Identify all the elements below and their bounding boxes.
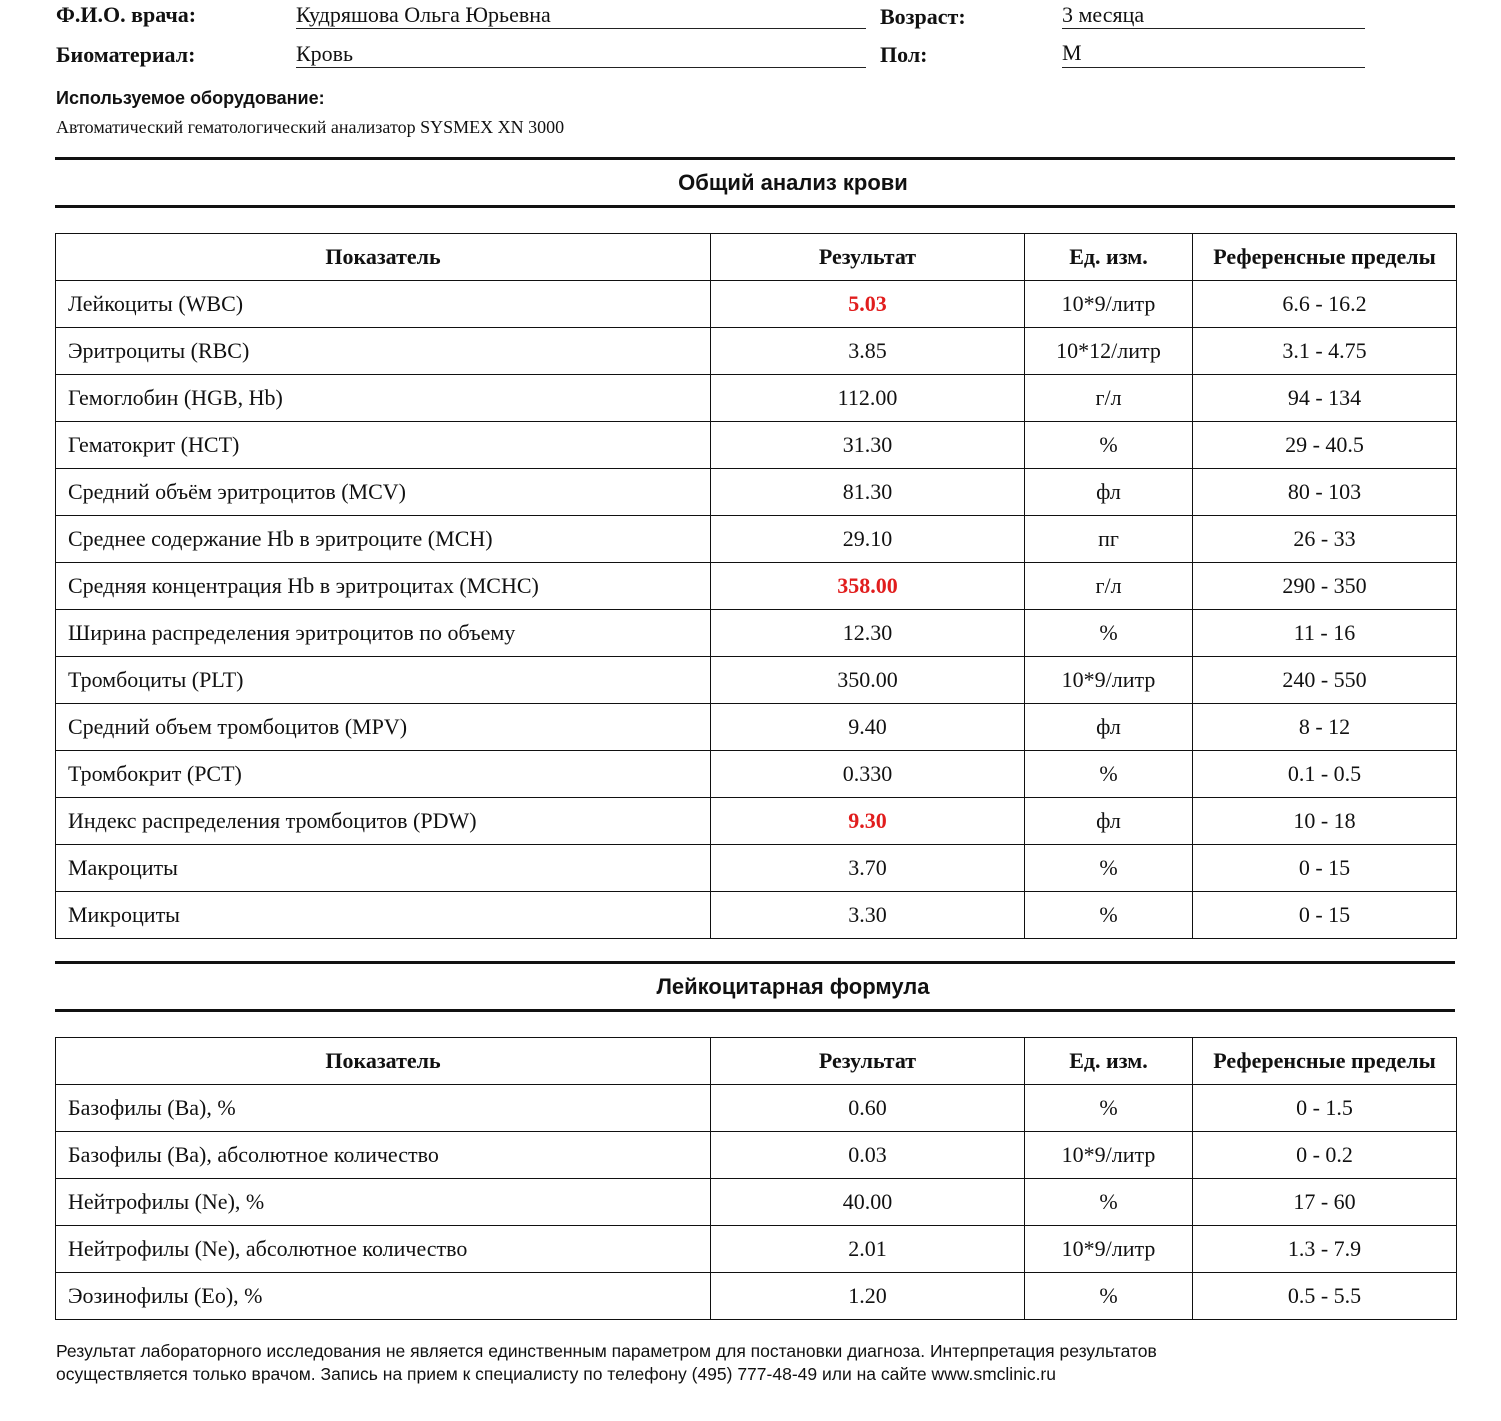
indicator-name: Тромбоциты (PLT) [56, 657, 711, 704]
reference-range: 11 - 16 [1193, 610, 1457, 657]
result-value: 0.330 [711, 751, 1025, 798]
sex-value: М [1062, 40, 1082, 65]
indicator-name: Нейтрофилы (Ne), абсолютное количество [56, 1226, 711, 1273]
result-value: 9.30 [711, 798, 1025, 845]
reference-range: 26 - 33 [1193, 516, 1457, 563]
reference-range: 3.1 - 4.75 [1193, 328, 1457, 375]
doctor-underline [296, 28, 866, 29]
result-value: 3.85 [711, 328, 1025, 375]
unit-value: 10*9/литр [1025, 1132, 1193, 1179]
indicator-name: Микроциты [56, 892, 711, 939]
unit-value: % [1025, 892, 1193, 939]
biomaterial-underline [296, 67, 866, 68]
table-row [56, 1179, 1457, 1226]
column-header-unit: Ед. изм. [1025, 1038, 1193, 1085]
age-underline [1062, 28, 1365, 29]
table-row [56, 328, 1457, 375]
cbc-title: Общий анализ крови [678, 170, 908, 195]
result-value: 31.30 [711, 422, 1025, 469]
indicator-name: Макроциты [56, 845, 711, 892]
reference-range: 1.3 - 7.9 [1193, 1226, 1457, 1273]
result-value: 358.00 [711, 563, 1025, 610]
reference-range: 0 - 15 [1193, 845, 1457, 892]
diff-rule-bottom [55, 1009, 1455, 1012]
result-value: 112.00 [711, 375, 1025, 422]
unit-value: г/л [1025, 375, 1193, 422]
result-value: 9.40 [711, 704, 1025, 751]
disclaimer-line-1: Результат лабораторного исследования не является единственным параметром для постановки диагноза. Интерпретация результатов [56, 1341, 1157, 1361]
result-value: 3.70 [711, 845, 1025, 892]
diff-header-row [56, 1038, 1457, 1085]
unit-value: % [1025, 610, 1193, 657]
unit-value: % [1025, 1273, 1193, 1320]
biomaterial-value: Кровь [296, 41, 354, 66]
result-value: 81.30 [711, 469, 1025, 516]
indicator-name: Нейтрофилы (Ne), % [56, 1179, 711, 1226]
indicator-name: Средняя концентрация Hb в эритроцитах (MCHC) [56, 563, 711, 610]
indicator-name: Ширина распределения эритроцитов по объему [56, 610, 711, 657]
indicator-name: Эозинофилы (Eo), % [56, 1273, 711, 1320]
reference-range: 0 - 15 [1193, 892, 1457, 939]
reference-range: 80 - 103 [1193, 469, 1457, 516]
unit-value: % [1025, 1179, 1193, 1226]
unit-value: пг [1025, 516, 1193, 563]
indicator-name: Индекс распределения тромбоцитов (PDW) [56, 798, 711, 845]
indicator-name: Базофилы (Ba), абсолютное количество [56, 1132, 711, 1179]
table-row [56, 563, 1457, 610]
indicator-name: Тромбокрит (PCT) [56, 751, 711, 798]
cbc-table [55, 233, 1457, 939]
column-header-unit: Ед. изм. [1025, 234, 1193, 281]
indicator-name: Лейкоциты (WBC) [56, 281, 711, 328]
diff-title: Лейкоцитарная формула [656, 974, 930, 999]
sex-label: Пол: [880, 42, 928, 67]
column-header-ref: Референсные пределы [1193, 1038, 1457, 1085]
column-header-result: Результат [711, 234, 1025, 281]
biomaterial-label: Биоматериал: [56, 42, 196, 67]
diff-table [55, 1037, 1457, 1320]
unit-value: г/л [1025, 563, 1193, 610]
reference-range: 240 - 550 [1193, 657, 1457, 704]
unit-value: 10*9/литр [1025, 657, 1193, 704]
indicator-name: Среднее содержание Hb в эритроците (MCH) [56, 516, 711, 563]
indicator-name: Средний объём эритроцитов (MCV) [56, 469, 711, 516]
indicator-name: Базофилы (Ba), % [56, 1085, 711, 1132]
disclaimer [56, 1340, 1456, 1386]
table-row [56, 281, 1457, 328]
reference-range: 94 - 134 [1193, 375, 1457, 422]
table-row [56, 516, 1457, 563]
indicator-name: Эритроциты (RBC) [56, 328, 711, 375]
table-row [56, 375, 1457, 422]
unit-value: 10*12/литр [1025, 328, 1193, 375]
indicator-name: Гематокрит (HCT) [56, 422, 711, 469]
reference-range: 29 - 40.5 [1193, 422, 1457, 469]
table-row [56, 892, 1457, 939]
result-value: 350.00 [711, 657, 1025, 704]
table-row [56, 422, 1457, 469]
result-value: 12.30 [711, 610, 1025, 657]
section-rule-top [55, 157, 1455, 160]
column-header-result: Результат [711, 1038, 1025, 1085]
unit-value: фл [1025, 798, 1193, 845]
unit-value: 10*9/литр [1025, 281, 1193, 328]
disclaimer-line-2: осуществляется только врачом. Запись на прием к специалисту по телефону (495) 777-48-49 или на сайте www.smclinic.ru [56, 1364, 1056, 1384]
result-value: 3.30 [711, 892, 1025, 939]
reference-range: 0.5 - 5.5 [1193, 1273, 1457, 1320]
age-label: Возраст: [880, 4, 966, 29]
table-row [56, 704, 1457, 751]
indicator-name: Гемоглобин (HGB, Hb) [56, 375, 711, 422]
cbc-header-row [56, 234, 1457, 281]
unit-value: % [1025, 422, 1193, 469]
result-value: 29.10 [711, 516, 1025, 563]
table-row [56, 751, 1457, 798]
table-row [56, 1132, 1457, 1179]
diff-rule-top [55, 961, 1455, 964]
result-value: 2.01 [711, 1226, 1025, 1273]
result-value: 0.03 [711, 1132, 1025, 1179]
equipment-value: Автоматический гематологический анализатор SYSMEX XN 3000 [56, 117, 565, 137]
doctor-label: Ф.И.О. врача: [56, 2, 197, 27]
unit-value: % [1025, 751, 1193, 798]
reference-range: 10 - 18 [1193, 798, 1457, 845]
result-value: 5.03 [711, 281, 1025, 328]
reference-range: 6.6 - 16.2 [1193, 281, 1457, 328]
unit-value: % [1025, 1085, 1193, 1132]
unit-value: фл [1025, 704, 1193, 751]
column-header-name: Показатель [56, 1038, 711, 1085]
result-value: 40.00 [711, 1179, 1025, 1226]
table-row [56, 1085, 1457, 1132]
column-header-name: Показатель [56, 234, 711, 281]
indicator-name: Средний объем тромбоцитов (MPV) [56, 704, 711, 751]
table-row [56, 1226, 1457, 1273]
reference-range: 8 - 12 [1193, 704, 1457, 751]
age-value: 3 месяца [1062, 2, 1145, 27]
result-value: 0.60 [711, 1085, 1025, 1132]
table-row [56, 657, 1457, 704]
reference-range: 0 - 1.5 [1193, 1085, 1457, 1132]
reference-range: 17 - 60 [1193, 1179, 1457, 1226]
doctor-value: Кудряшова Ольга Юрьевна [296, 2, 551, 27]
reference-range: 290 - 350 [1193, 563, 1457, 610]
result-value: 1.20 [711, 1273, 1025, 1320]
reference-range: 0 - 0.2 [1193, 1132, 1457, 1179]
table-row [56, 610, 1457, 657]
unit-value: % [1025, 845, 1193, 892]
table-row [56, 798, 1457, 845]
unit-value: 10*9/литр [1025, 1226, 1193, 1273]
table-row [56, 845, 1457, 892]
equipment-label: Используемое оборудование: [56, 88, 325, 108]
section-rule-bottom [55, 205, 1455, 208]
column-header-ref: Референсные пределы [1193, 234, 1457, 281]
table-row [56, 1273, 1457, 1320]
reference-range: 0.1 - 0.5 [1193, 751, 1457, 798]
unit-value: фл [1025, 469, 1193, 516]
table-row [56, 469, 1457, 516]
sex-underline [1062, 67, 1365, 68]
